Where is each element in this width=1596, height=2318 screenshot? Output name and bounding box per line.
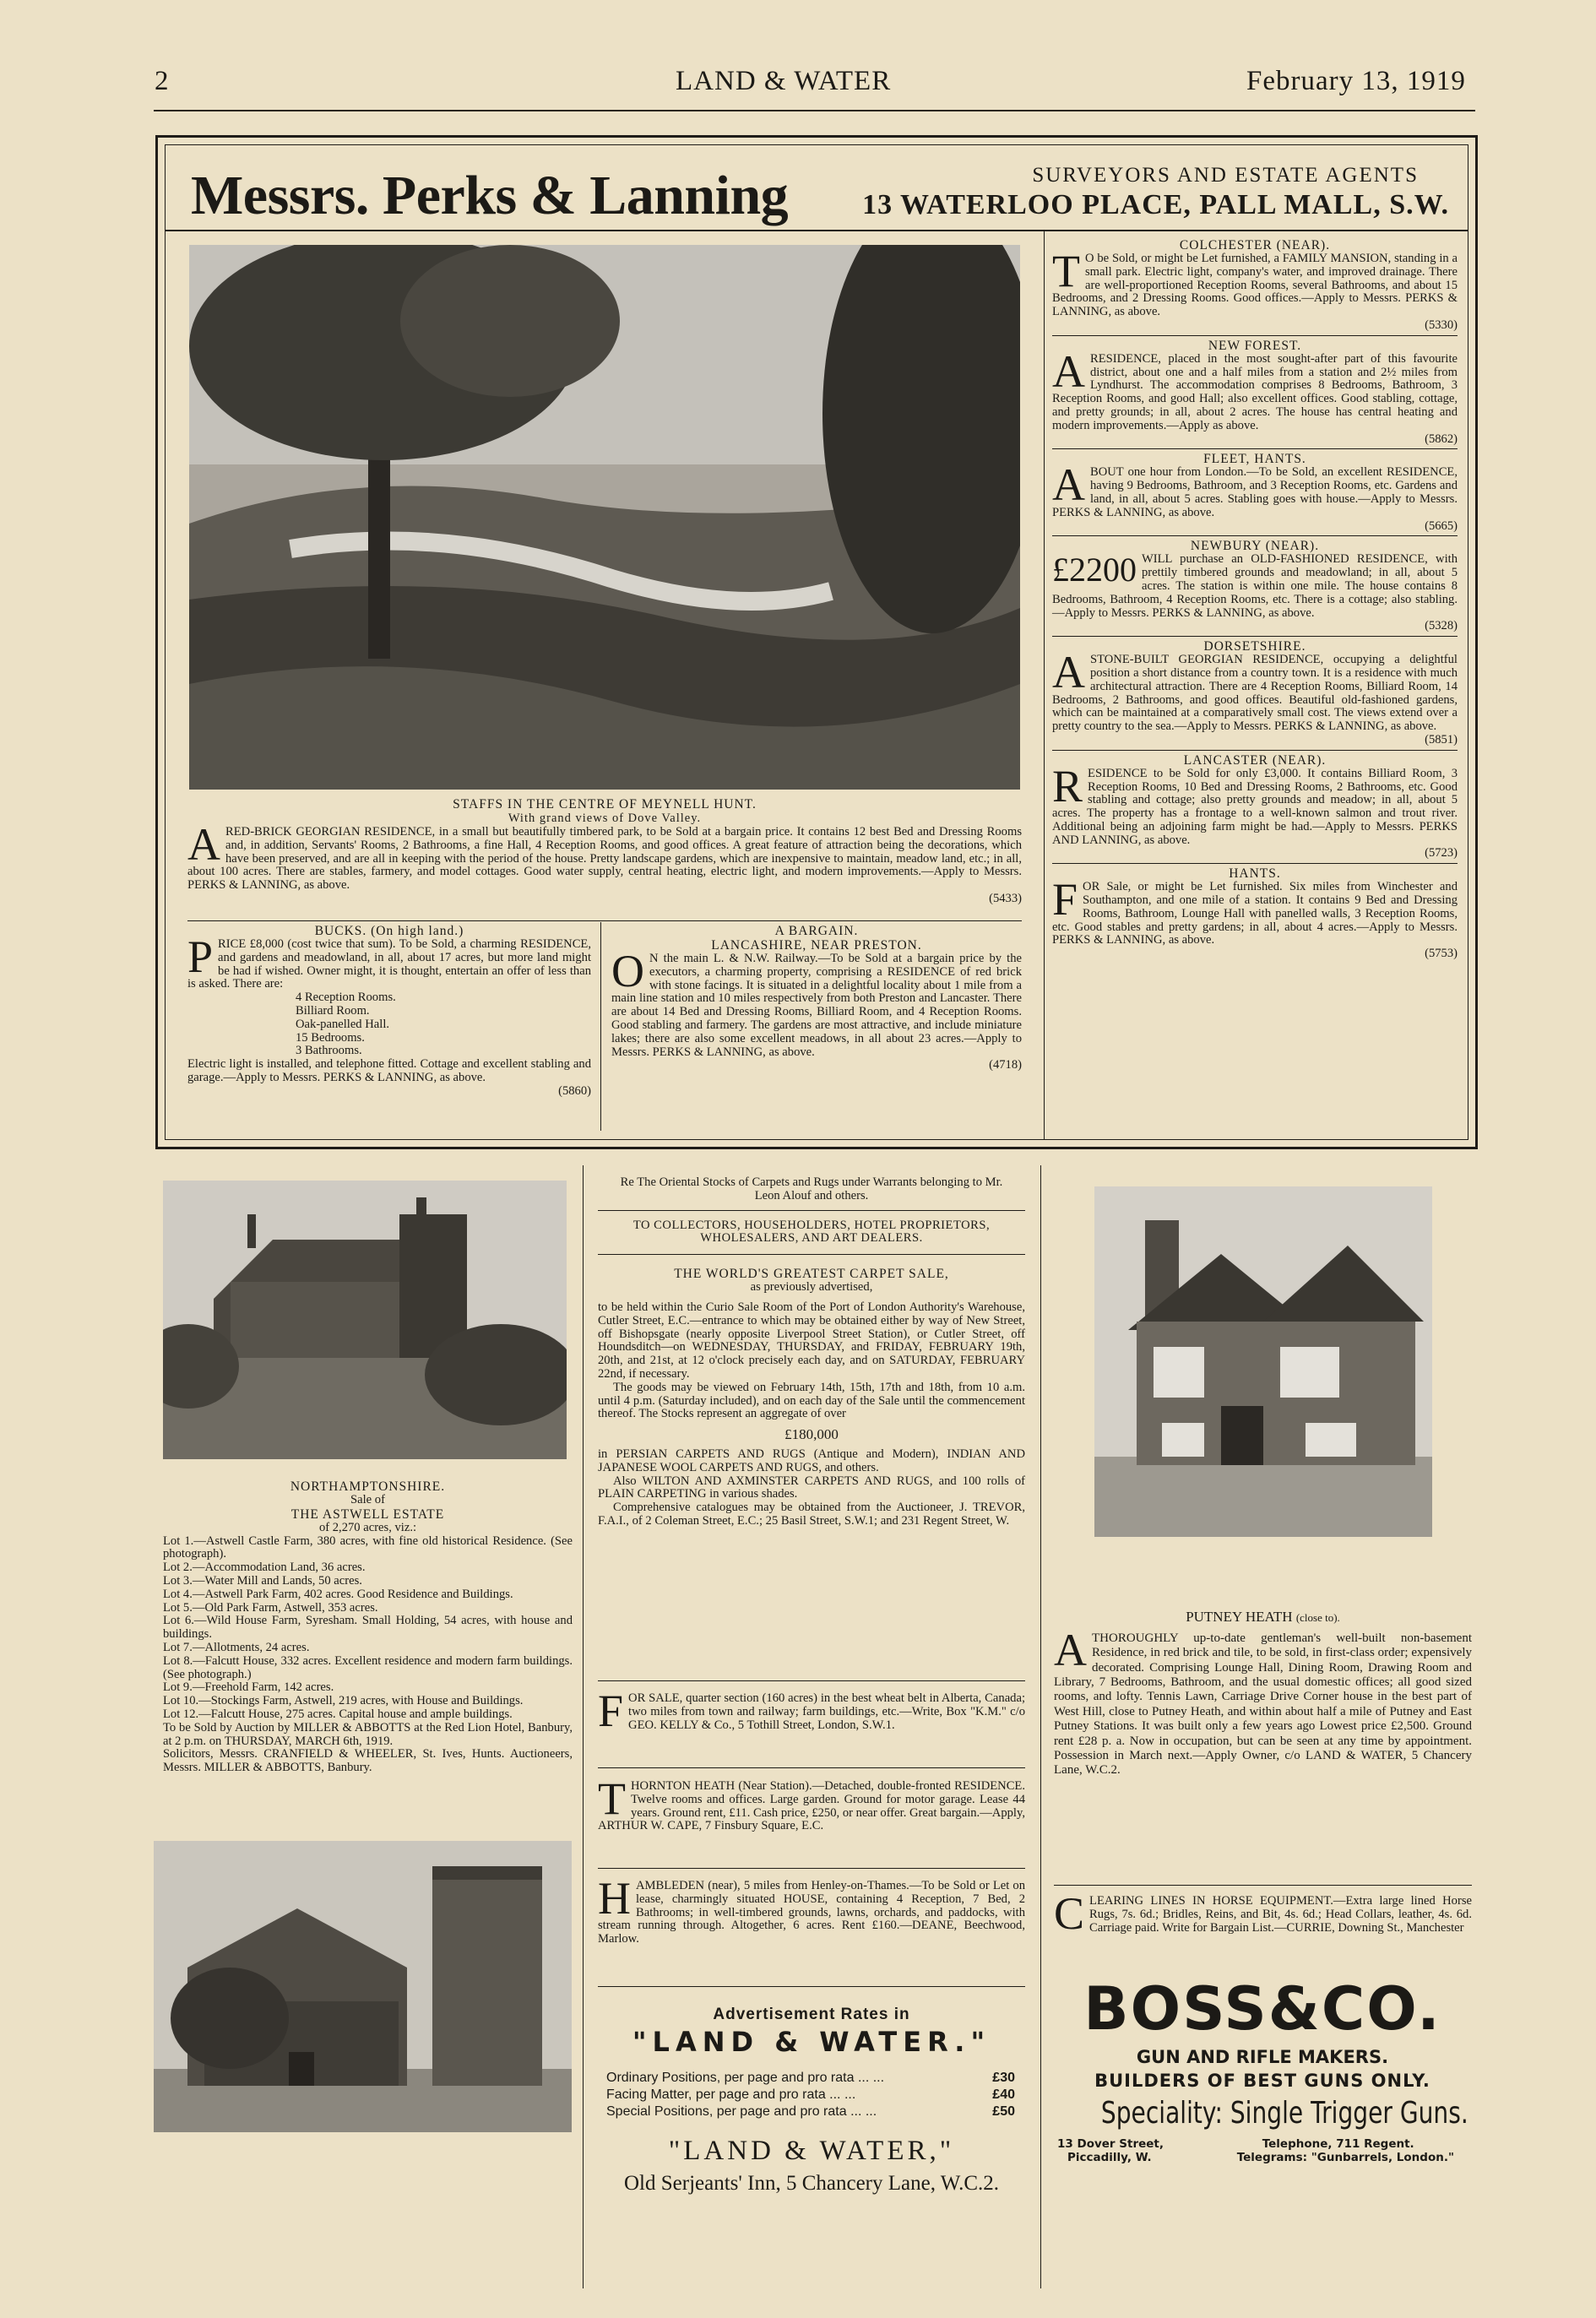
listing-title: LANCASTER (NEAR). <box>1183 752 1327 768</box>
carpet-venue: to be held within the Curio Sale Room of the Port of London Authority's Warehouse, Cutler Street, E.C.—entrance to which may be obtained either by way of New Street, off Bishopsgate (nearly opposite Liverpool Street Station), or Cutler Street, off Houndsditch—on WEDNESDAY, THURSDAY, and FRIDAY, FEBRUARY 19th, 20th, and 21st, at 12 o'clock precisely each day, and on SATURDAY, FEBRUARY 22nd, if necessary. <box>598 1300 1025 1381</box>
astwell-sale: Sale of <box>350 1493 385 1506</box>
rate-price: £40 <box>992 2087 1015 2102</box>
carpet-as-advertised: as previously advertised, <box>750 1280 873 1295</box>
staffs-dropcap: A <box>187 819 220 870</box>
rates-heading: Advertisement Rates in <box>713 2006 910 2023</box>
putney-heath-advert <box>1054 1610 1472 1778</box>
perks-lanning-advert <box>155 135 1478 1149</box>
listing-body: WILL purchase an OLD-FASHIONED RESIDENCE, with prettily timbered grounds and meadowland; in all, about 5 acres. The station is within one mile. The house contains 8 Bedrooms, Bathroom, 4 Reception Rooms, etc. There is a cottage; also stabling.—Apply to Messrs. PERKS & LANNING, as above. <box>1052 552 1458 620</box>
boss-sub2: BUILDERS OF BEST GUNS ONLY. <box>1094 2071 1430 2091</box>
bucks-tail: Electric light is installed, and telephone fitted. Cottage and excellent stabling and garage.—Apply to Messrs. PERKS & LANNING, as above. <box>187 1057 591 1084</box>
boss-telephone: Telephone, 711 Regent. <box>1262 2137 1414 2151</box>
carpet-sale-advert <box>598 1176 1025 1528</box>
astwell-acres: of 2,270 acres, viz.: <box>318 1520 417 1534</box>
lot-item: Lot 10.—Stockings Farm, Astwell, 219 acres, with House and Buildings. <box>163 1694 524 1708</box>
lancashire-title: A BARGAIN. <box>774 924 859 938</box>
boss-telegrams: Telegrams: "Gunbarrels, London." <box>1236 2151 1454 2164</box>
thornton-divider <box>598 1868 1025 1869</box>
agent-role: SURVEYORS AND ESTATE AGENTS <box>1032 164 1419 187</box>
putney-caption-small: (close to). <box>1295 1611 1340 1624</box>
putney-dropcap: A <box>1054 1624 1087 1675</box>
hants-listing <box>1052 866 1458 961</box>
listing-dropcap: F <box>1052 874 1078 926</box>
staffs-subcaption: With grand views of Dove Valley. <box>508 812 702 825</box>
rates-table <box>606 2070 1015 2120</box>
putney-caption <box>1054 1610 1472 1625</box>
new-forest-listing <box>1052 339 1458 447</box>
listing-body: OR Sale, or might be Let furnished. Six miles from Winchester and Southampton, and one mile of a station. It contains 9 Bed and Dressing Rooms, Bathroom, Lounge Hall with panelled walls, 3 Reception Rooms, etc. Good stables and pretty gardens; in all, about 4 acres.—Apply to Messrs. PERKS & LANNING, as above. <box>1052 880 1458 947</box>
putney-divider <box>1054 1885 1472 1886</box>
listing-ref: (5723) <box>1425 846 1458 860</box>
astwell-castle-photo <box>163 1181 567 1459</box>
carpet-headline: THE WORLD'S GREATEST CARPET SALE, <box>674 1267 949 1282</box>
boss-sub1: GUN AND RIFLE MAKERS. <box>1136 2047 1389 2067</box>
listing-body: STONE-BUILT GEORGIAN RESIDENCE, occupying a delightful position a short distance from a country town. It is a residence with much architectural attraction. There are 4 Reception Rooms, Billiard Room, 14 Bedrooms, 2 Bathrooms, and good offices. Beautiful old-fashioned gardens, which can be maintained at a comparatively small cost. The views extend over a pretty country to the sea.—Apply to Messrs. PERKS & LANNING, as above. <box>1052 653 1458 734</box>
listing-body: ESIDENCE to be Sold for only £3,000. It contains Billiard Room, 3 Reception Rooms, 10 Bed and Dressing Rooms, 2 Bathrooms, etc. Good stabling and cottage; also pretty grounds and meadow; in all, about 5 acres. The property has a frontage to a well-known salmon and trout river. Additional being an adjoining farm might be had.—Apply to Messrs. PERKS AND LANNING, as above. <box>1052 766 1458 847</box>
listing-dropcap: A <box>1052 345 1085 397</box>
putney-body: THOROUGHLY up-to-date gentleman's well-built non-basement Residence, in red brick and tile, to be sold, in first-class order; expensively decorated. Comprising Lounge Hall, Dining Room, Drawing Room and Library, 7 Bedrooms, Bathroom, and the usual domestic offices; all good sized rooms, and lofty. Tennis Lawn, Carriage Drive Corner house in the best part of West Hill, close to Putney Heath, and within about half a mile of Putney and East Putney Stations. It was built only a few years ago Lowest price £2,500. Ground rent £28 p. a. Now in occupation, but can be seen at any time by appointment. Possession in March next.—Apply Owner, c/o LAND & WATER, 5 Chancery Lane, W.C.2. <box>1054 1631 1472 1778</box>
lot-item: Lot 1.—Astwell Castle Farm, 380 acres, with fine old historical Residence. (See photograph). <box>163 1534 573 1561</box>
listing-divider <box>1052 636 1458 637</box>
lancaster-listing <box>1052 753 1458 861</box>
lot-item: Lot 4.—Astwell Park Farm, 402 acres. Good Residence and Buildings. <box>163 1587 513 1601</box>
staffs-divider <box>187 920 1022 921</box>
listing-dropcap: R <box>1052 760 1083 812</box>
lancashire-ref: (4718) <box>989 1058 1022 1072</box>
rate-label: Ordinary Positions, per page and pro rata ... ... <box>606 2071 885 2085</box>
staffs-body: RED-BRICK GEORGIAN RESIDENCE, in a small but beautifully timbered park, to be Sold at a bargain price. It contains 12 best Bed and Dressing Rooms and, in addition, Servants' Rooms, 2 Bathrooms, a fine Hall, 4 Reception Rooms, and good offices. A great feature of attraction being the decorations, which have been preserved, and are all in keeping with the period of the house. Pretty landscape gardens, which are inexpensive to maintain, meadow land, etc.; in all, about 100 acres. There are stables, farmery, and model cottages. Good water supply, central heating, electric light, and modern improvements.—Apply to Messrs. PERKS & LANNING, as above. <box>187 825 1022 893</box>
listing-title: DORSETSHIRE. <box>1203 639 1306 654</box>
hambleden-dropcap: H <box>598 1873 631 1924</box>
carpet-end-divider <box>598 1680 1025 1681</box>
bucks-room-item: Oak-panelled Hall. <box>296 1017 390 1031</box>
bucks-title: BUCKS. (On high land.) <box>314 924 464 938</box>
bucks-room-item: Billiard Room. <box>296 1003 370 1018</box>
listing-title: NEW FOREST. <box>1208 338 1302 353</box>
carpet-re: Re The Oriental Stocks of Carpets and Rugs under Warrants belonging to Mr. Leon Alouf and others. <box>620 1175 1003 1202</box>
boss-co-advert <box>1056 1976 1469 2164</box>
lot-item: Lot 5.—Old Park Farm, Astwell, 353 acres. <box>163 1600 378 1615</box>
listing-ref: (5753) <box>1425 947 1458 961</box>
putney-caption-main: PUTNEY HEATH <box>1186 1609 1293 1625</box>
listing-title: HANTS. <box>1229 866 1281 882</box>
staffs-caption: STAFFS IN THE CENTRE OF MEYNELL HUNT. <box>453 797 757 812</box>
issue-date: February 13, 1919 <box>1246 66 1466 96</box>
clearing-body: LEARING LINES IN HORSE EQUIPMENT.—Extra large lined Horse Rugs, 7s. 6d.; Bridles, Reins, and Bit, 4s. 6d.; Head Collars, leather, 4s. 6d. Carriage paid. Write for Bargain List.—CURRIE, Downing St., Manchester <box>1089 1895 1472 1935</box>
rate-price: £30 <box>992 2071 1015 2085</box>
rates-footer-title: "LAND & WATER," <box>668 2136 955 2166</box>
horse-equipment-advert <box>1054 1895 1472 1952</box>
astwell-solicitors: Solicitors, Messrs. CRANFIELD & WHEELER, St. Ives, Hunts. Auctioneers, Messrs. MILLER & ABBOTTS, Banbury. <box>163 1747 573 1775</box>
putney-photo-illustration <box>1094 1186 1432 1537</box>
listing-divider <box>1052 863 1458 864</box>
rates-footer-address: Old Serjeants' Inn, 5 Chancery Lane, W.C.2. <box>624 2172 999 2195</box>
page-number: 2 <box>155 66 170 96</box>
listing-body: BOUT one hour from London.—To be Sold, an excellent RESIDENCE, having 9 Bedrooms, Bathroom, and 3 Reception Rooms, etc. Gardens and land, in all, about 5 acres. Stabling goes with house.—Apply to Messrs. PERKS & LANNING, as above. <box>1052 465 1458 519</box>
listing-ref: (5328) <box>1425 619 1458 633</box>
carpet-divider <box>598 1210 1025 1211</box>
falcutt-house-photo <box>154 1841 572 2132</box>
boss-address-line: Piccadilly, W. <box>1067 2151 1152 2164</box>
colchester-listing <box>1052 238 1458 333</box>
advertisement-rates-box <box>598 1986 1025 2274</box>
bucks-dropcap: P <box>187 931 214 982</box>
listing-dropcap: A <box>1052 647 1085 698</box>
thornton-dropcap: T <box>598 1773 626 1824</box>
rate-row <box>606 2087 1015 2104</box>
staffs-listing <box>187 797 1022 906</box>
header-rule <box>154 110 1475 111</box>
boss-address <box>1057 2137 1164 2164</box>
carpet-divider <box>598 1254 1025 1255</box>
newbury-listing <box>1052 539 1458 633</box>
landscape-photo-illustration <box>189 245 1020 790</box>
lot-item: Lot 7.—Allotments, 24 acres. <box>163 1640 310 1654</box>
listing-title: NEWBURY (NEAR). <box>1190 539 1320 554</box>
staffs-landscape-photo <box>189 245 1020 790</box>
listing-ref: (5330) <box>1425 318 1458 332</box>
lancashire-body: N the main L. & N.W. Railway.—To be Sold at a bargain price by the executors, a charming property, comprising a RESIDENCE of red brick with stone facings. It is situated in a delightful locality about 1 mile from a main line station and 10 miles respectively from both Preston and Lancaster. There are about 14 Bed and Dressing Rooms, Billiard Room, and 4 Reception Rooms. Good stabling and farmery. The gardens are most attractive, and include miniature lakes; there are also some excellent meadows, in all about 23 acres.—Apply to Messrs. PERKS & LANNING, as above. <box>611 952 1022 1059</box>
astwell-estate-name: THE ASTWELL ESTATE <box>290 1506 445 1522</box>
astwell-estate-advert <box>163 1479 573 1775</box>
carpet-amount: £180,000 <box>784 1426 839 1443</box>
lot-item: Lot 9.—Freehold Farm, 142 acres. <box>163 1680 334 1695</box>
bucks-rooms-list <box>187 991 591 1058</box>
right-column-listings <box>1052 238 1458 961</box>
listing-ref: (5862) <box>1425 432 1458 446</box>
astwell-photo-illustration <box>163 1181 567 1459</box>
listing-divider <box>1052 448 1458 449</box>
alberta-divider <box>598 1767 1025 1768</box>
alberta-land-advert <box>598 1686 1025 1736</box>
bucks-body: RICE £8,000 (cost twice that sum). To be Sold, a charming RESIDENCE, and gardens and meadowland, in all, about 17 acres, but more land might be had if wished. Owner might, it is thought, entertain an offer of less than is asked. There are: <box>187 937 591 991</box>
bucks-room-item: 3 Bathrooms. <box>296 1044 362 1058</box>
fleet-listing <box>1052 452 1458 533</box>
rate-row <box>606 2104 1015 2120</box>
boss-telecom <box>1237 2137 1454 2164</box>
lancashire-dropcap: O <box>611 946 644 996</box>
listing-dropcap: £2200 <box>1052 551 1137 589</box>
staffs-ref: (5433) <box>989 891 1022 905</box>
boss-contact <box>1056 2137 1469 2164</box>
hambleden-advert <box>598 1873 1025 1946</box>
listing-body: O be Sold, or might be Let furnished, a FAMILY MANSION, standing in a small park. Electric light, company's water, and improved drainage. There are well-proportioned Reception Rooms, several Bathrooms, and about 15 Bedrooms, and 2 Dressing Rooms. Good offices.—Apply to Messrs. PERKS & LANNING, as above. <box>1052 252 1458 319</box>
carpet-audience: TO COLLECTORS, HOUSEHOLDERS, HOTEL PROPRIETORS, WHOLESALERS, AND ART DEALERS. <box>632 1218 991 1246</box>
listing-body: RESIDENCE, placed in the most sought-after part of this favourite district, about one and a half miles from a station and 2½ miles from Lyndhurst. The accommodation comprises 8 Bedrooms, Bathroom, 3 Reception Rooms, and good Hall; also excellent offices. Good stabling, cottage, and pretty grounds; in all, about 2 acres. The house has central heating and modern improvements.—Apply as above. <box>1052 351 1458 432</box>
hambleden-body: AMBLEDEN (near), 5 miles from Henley-on-Thames.—To be Sold or Let on lease, charmingly situated HOUSE, containing 4 Reception, 7 Bed, 2 Bathrooms; in well-timbered grounds, lawns, orchards, and paddocks, with stream running through. Altogether, 6 acres. Rent £160.—DEANE, Beechwood, Marlow. <box>598 1879 1025 1946</box>
bucks-listing <box>187 924 591 1099</box>
putney-heath-house-photo <box>1094 1186 1432 1537</box>
lancashire-listing <box>611 924 1022 1072</box>
clearing-dropcap: C <box>1054 1895 1085 1939</box>
bucks-room-item: 4 Reception Rooms. <box>296 991 396 1005</box>
rate-row <box>606 2070 1015 2087</box>
listing-ref: (5851) <box>1425 732 1458 746</box>
forsale-body: OR SALE, quarter section (160 acres) in the best wheat belt in Alberta, Canada; two miles from town and railway; farm buildings, etc.—Write, Box "K.M." c/o GEO. KELLY & Co., 5 Tothill Street, London, S.W.1. <box>628 1691 1025 1732</box>
falcutt-photo-illustration <box>154 1841 572 2132</box>
listing-divider <box>1052 750 1458 751</box>
rate-label: Special Positions, per page and pro rata ... ... <box>606 2104 877 2119</box>
header-divider <box>166 230 1468 231</box>
rates-title: "LAND & WATER." <box>632 2026 991 2058</box>
rate-price: £50 <box>992 2104 1015 2119</box>
thornton-body: HORNTON HEATH (Near Station).—Detached, double-fronted RESIDENCE. Twelve rooms and offices. Large garden. Ground for motor garage. Lease 44 years. Ground rent, £11. Cash price, £250, or near offer. Great bargain.—Apply, ARTHUR W. CAPE, 7 Finsbury Square, E.C. <box>598 1779 1025 1833</box>
lot-item: Lot 6.—Wild House Farm, Syresham. Small Holding, 54 acres, with house and buildings. <box>163 1614 573 1642</box>
listing-divider <box>1052 535 1458 536</box>
forsale-dropcap: F <box>598 1686 624 1736</box>
listing-title: COLCHESTER (NEAR). <box>1179 238 1331 252</box>
lot-item: Lot 2.—Accommodation Land, 36 acres. <box>163 1561 366 1575</box>
boss-name: BOSS&CO. <box>1083 1974 1441 2044</box>
carpet-wilton: Also WILTON AND AXMINSTER CARPETS AND RUGS, and 100 rolls of PLAIN CARPETING in various shades. <box>598 1474 1025 1501</box>
carpet-persian: in PERSIAN CARPETS AND RUGS (Antique and Modern), INDIAN AND JAPANESE WOOL CARPETS AND RUGS, and others. <box>598 1447 1025 1474</box>
bucks-room-item: 15 Bedrooms. <box>296 1030 365 1045</box>
listing-title: FLEET, HANTS. <box>1203 452 1306 467</box>
astwell-region: NORTHAMPTONSHIRE. <box>290 1479 446 1494</box>
bucks-ref: (5860) <box>558 1083 591 1098</box>
listing-dropcap: A <box>1052 459 1085 511</box>
boss-address-line: 13 Dover Street, <box>1057 2137 1164 2151</box>
rate-label: Facing Matter, per page and pro rata ... ... <box>606 2087 856 2102</box>
lancashire-subtitle: LANCASHIRE, NEAR PRESTON. <box>711 938 922 953</box>
boss-speciality: Speciality: Single Trigger Guns. <box>1100 2096 1468 2131</box>
listing-ref: (5665) <box>1425 518 1458 533</box>
lower-column-divider-left <box>583 1165 584 2288</box>
agent-address: 13 WATERLOO PLACE, PALL MALL, S.W. <box>862 189 1449 220</box>
listing-divider <box>1052 335 1458 336</box>
astwell-auction: To be Sold by Auction by MILLER & ABBOTTS at the Red Lion Hotel, Banbury, at 2 p.m. on THURSDAY, MARCH 6th, 1919. <box>163 1720 573 1748</box>
lot-item: Lot 12.—Falcutt House, 275 acres. Capital house and ample buildings. <box>163 1707 513 1721</box>
lot-item: Lot 3.—Water Mill and Lands, 50 acres. <box>163 1573 362 1588</box>
carpet-catalogues: Comprehensive catalogues may be obtained from the Auctioneer, J. TREVOR, F.A.I., of 2 Coleman Street, E.C.; 25 Basil Street, S.W.1; and 231 Regent Street, W. <box>598 1501 1025 1528</box>
carpet-viewing: The goods may be viewed on February 14th, 15th, 17th and 18th, from 10 a.m. until 4 p.m. (Saturday included), and on each day of the Sale until the commencement thereof. The Stocks represent an aggregate of over <box>598 1380 1025 1421</box>
publication-title: LAND & WATER <box>676 66 892 96</box>
agent-name: Messrs. Perks & Lanning <box>191 165 789 226</box>
lot-item: Lot 8.—Falcutt House, 332 acres. Excellent residence and modern farm buildings. (See photograph.) <box>163 1653 573 1681</box>
thornton-heath-advert <box>598 1773 1025 1833</box>
column-divider <box>1044 231 1045 1139</box>
listing-dropcap: T <box>1052 246 1080 296</box>
dorsetshire-listing <box>1052 639 1458 747</box>
lower-divider <box>600 922 601 1131</box>
lower-column-divider-right <box>1040 1165 1041 2288</box>
